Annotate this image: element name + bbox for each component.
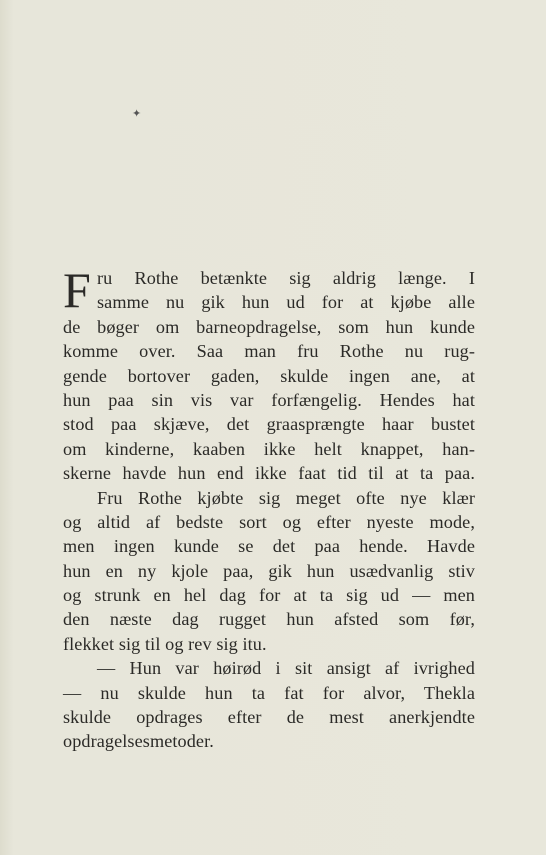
text-line: Fru Rothe kjøbte sig meget ofte nye klær bbox=[97, 487, 475, 508]
text-line: de bøger om barneopdragelse, som hun kunde bbox=[63, 316, 475, 337]
text-line: samme nu gik hun ud for at kjøbe alle bbox=[97, 292, 475, 313]
text-line: komme over. Saa man fru Rothe nu rug- bbox=[63, 341, 475, 362]
ornament-mark: ✦ bbox=[132, 108, 142, 120]
drop-cap: F bbox=[63, 262, 91, 318]
text-line: skerne havde hun end ikke faat tid til at ta paa. bbox=[63, 463, 475, 484]
text-line: skulde opdrages efter de mest anerkjendte bbox=[63, 707, 475, 728]
body-text bbox=[63, 262, 475, 754]
text-line: flekket sig til og rev sig itu. bbox=[63, 633, 267, 654]
text-lines bbox=[63, 262, 475, 754]
text-line: — Hun var høirød i sit ansigt af ivrighed bbox=[97, 658, 475, 679]
text-line: den næste dag rugget hun afsted som før, bbox=[63, 609, 475, 630]
text-line: og strunk en hel dag for at ta sig ud — men bbox=[63, 585, 475, 606]
text-line: hun en ny kjole paa, gik hun usædvanlig stiv bbox=[63, 560, 475, 581]
text-line: hun paa sin vis var forfængelig. Hendes hat bbox=[63, 389, 475, 410]
text-line: opdragelsesmetoder. bbox=[63, 731, 214, 752]
text-line: og altid af bedste sort og efter nyeste mode, bbox=[63, 511, 475, 532]
text-line: om kinderne, kaaben ikke helt knappet, han- bbox=[63, 438, 475, 459]
text-line: gende bortover gaden, skulde ingen ane, at bbox=[63, 365, 475, 386]
text-line: stod paa skjæve, det graasprængte haar bustet bbox=[63, 414, 475, 435]
text-line: ru Rothe betænkte sig aldrig længe. I bbox=[97, 268, 475, 288]
text-line: men ingen kunde se det paa hende. Havde bbox=[63, 536, 475, 557]
text-line: — nu skulde hun ta fat for alvor, Thekla bbox=[63, 682, 475, 703]
